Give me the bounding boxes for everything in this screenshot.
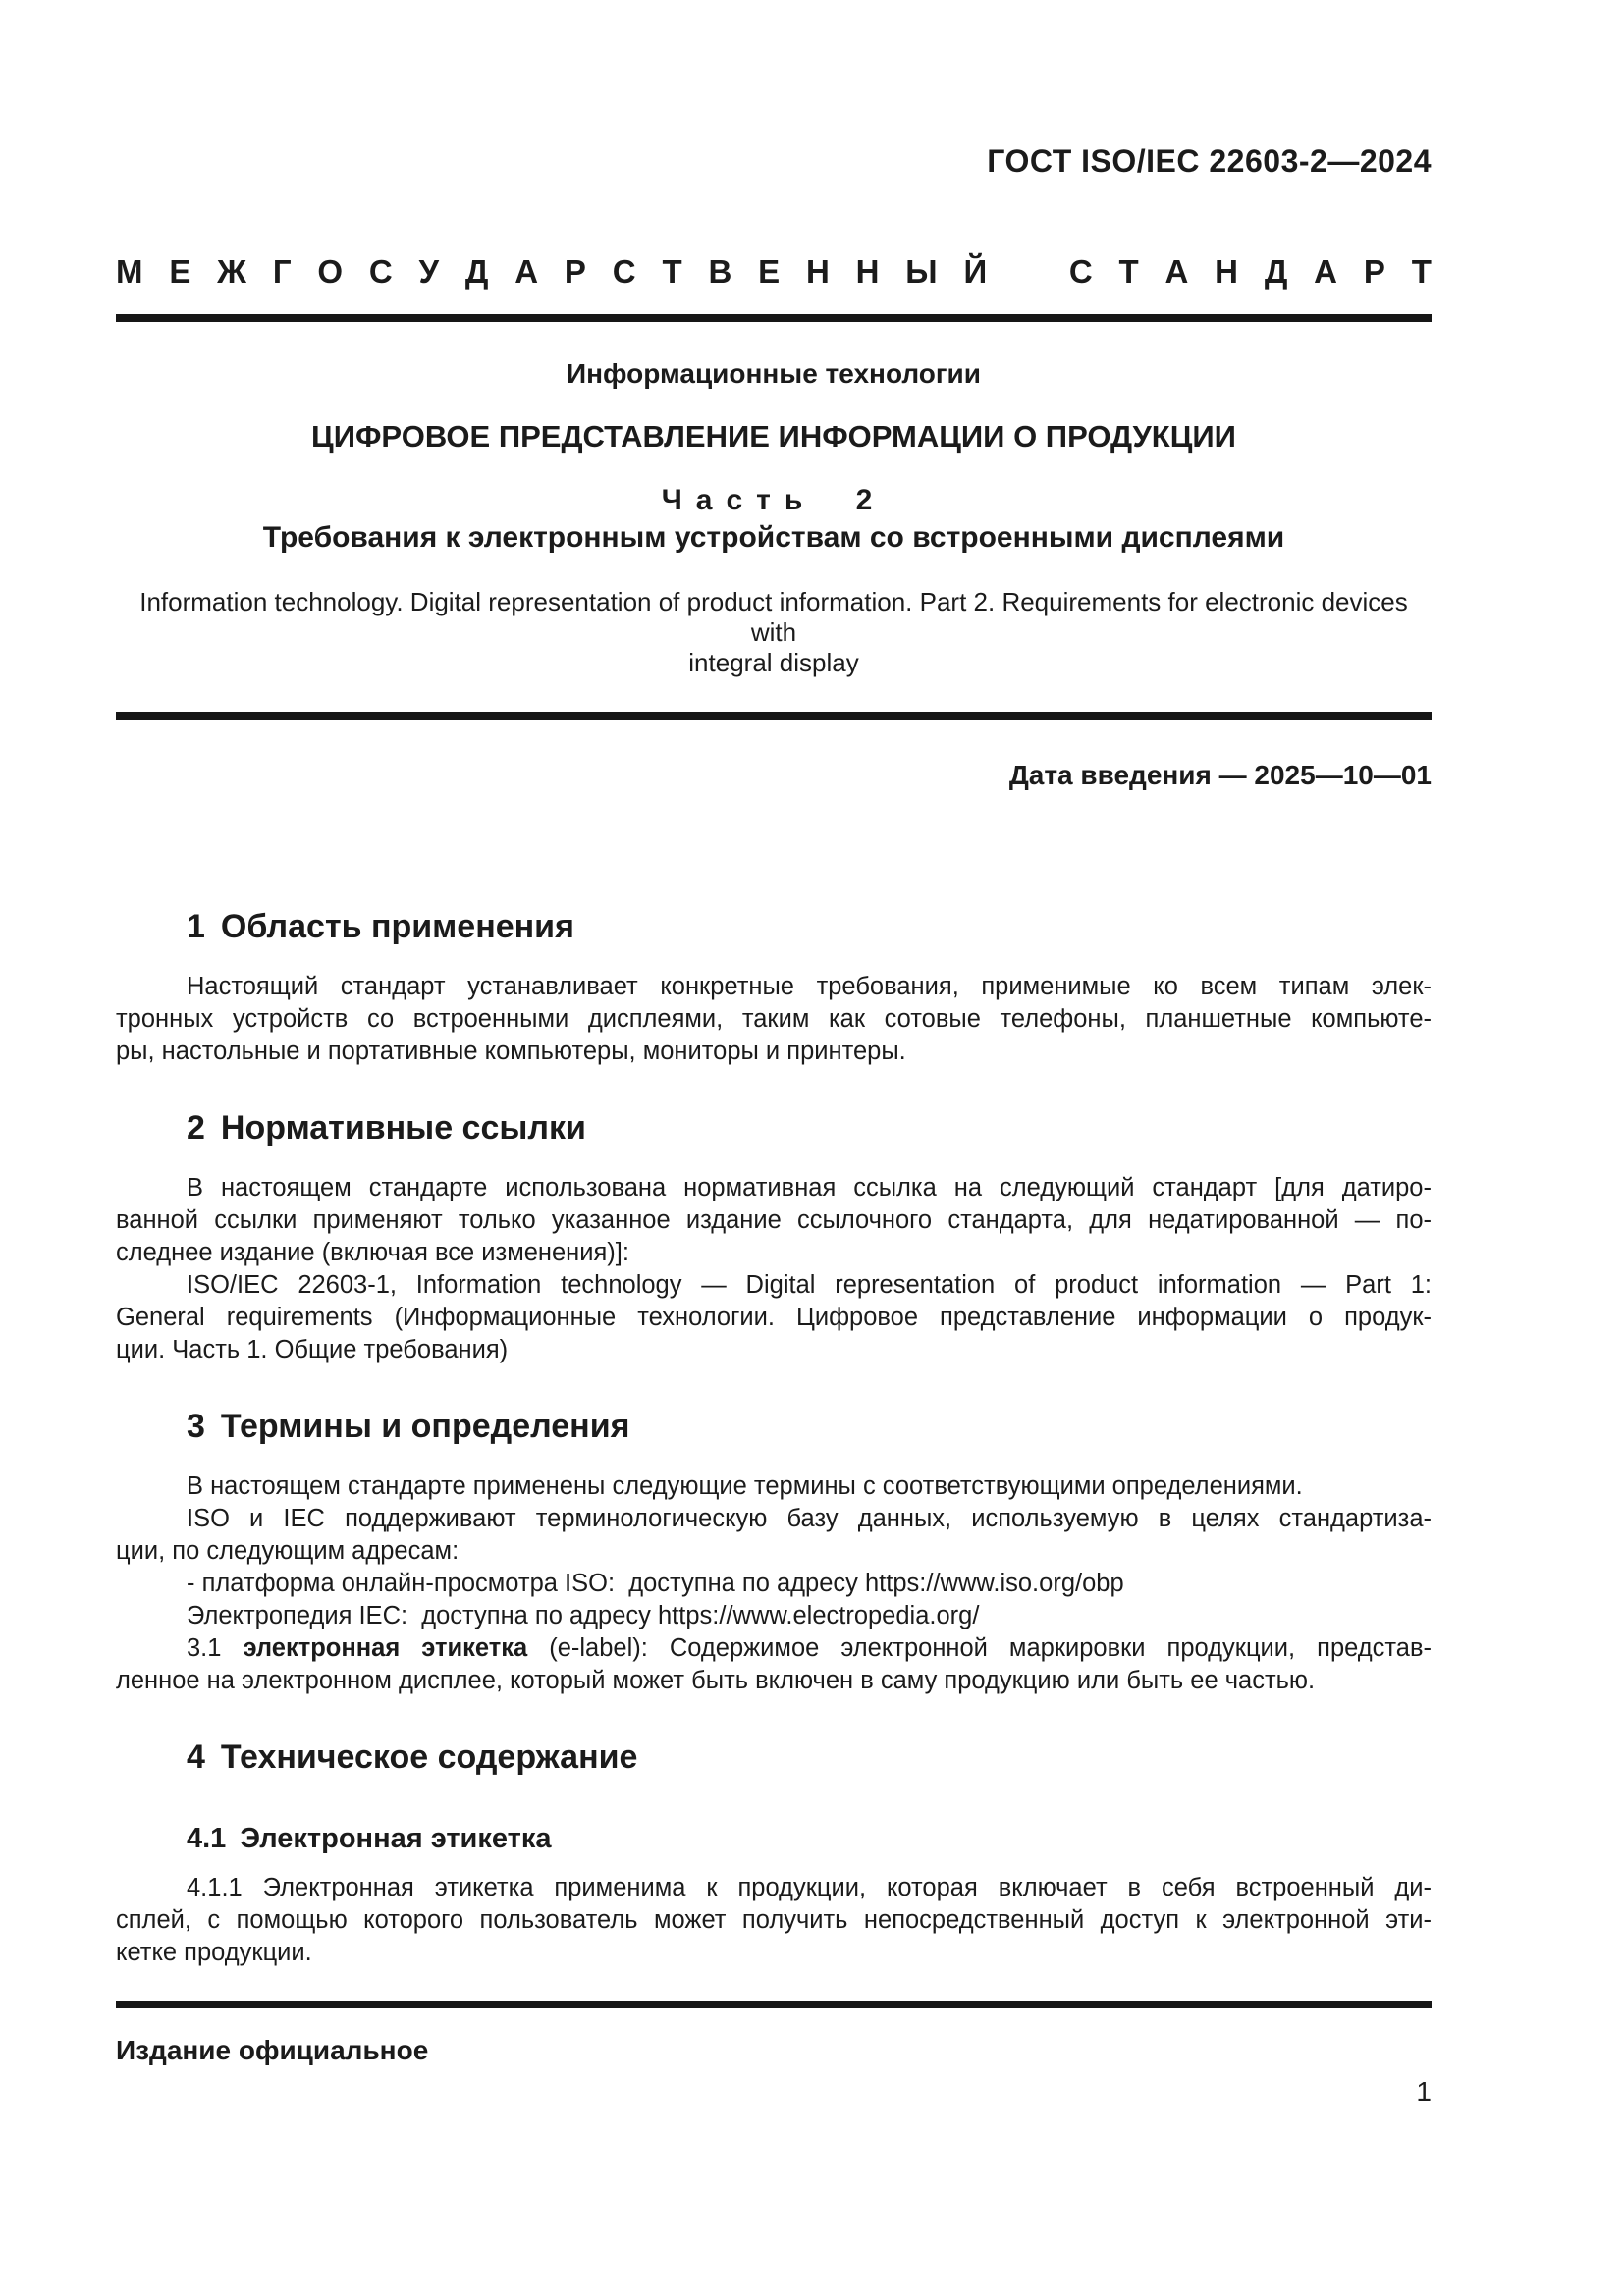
horizontal-rule-middle	[116, 712, 1432, 720]
banner-letter: Т	[1118, 253, 1139, 290]
title-english-line-1: Information technology. Digital representation of product information. Part 2. Requirements for electronic devices with	[139, 587, 1408, 647]
section-number: 3	[187, 1408, 205, 1445]
banner-letter: Е	[758, 253, 781, 290]
banner-letter: О	[317, 253, 344, 290]
banner-letter: М	[116, 253, 143, 290]
section-number: 2	[187, 1109, 205, 1147]
paragraph-line: Настоящий стандарт устанавливает конкретные требования, применимые ко всем типам элек-	[187, 973, 1432, 1000]
sections	[116, 906, 1432, 1969]
title-english-line-2: integral display	[688, 648, 859, 677]
paragraph-line	[116, 1632, 1432, 1665]
banner-letter: Т	[662, 253, 682, 290]
paragraph-line: В настоящем стандарте применены следующие термины с соответствующими определениями.	[187, 1472, 1303, 1500]
paragraph	[116, 1632, 1432, 1697]
section-title: Техническое содержание	[220, 1738, 638, 1776]
standard-type-banner	[116, 252, 1432, 292]
section-title: Область применения	[220, 908, 574, 945]
paragraph-line: ISO/IEC 22603-1, Information technology — Digital representation of product information — Part 1:	[187, 1271, 1432, 1299]
paragraph-line: ции. Часть 1. Общие требования)	[116, 1336, 509, 1363]
title-part-label: Часть 2	[661, 484, 887, 516]
banner-letter: Н	[1215, 253, 1238, 290]
section-title: Нормативные ссылки	[220, 1109, 586, 1147]
paragraph-line: ры, настольные и портативные компьютеры, мониторы и принтеры.	[116, 1038, 906, 1065]
banner-letter: Г	[272, 253, 292, 290]
title-part: Требования к электронным устройствам со встроенными дисплеями	[262, 521, 1285, 554]
paragraph	[116, 1269, 1432, 1366]
subsection-heading	[116, 1821, 1432, 1856]
banner-letter: В	[708, 253, 732, 290]
paragraph-line: ISO и IEC поддерживают терминологическую базу данных, используемую в целях стандартиза-	[187, 1505, 1432, 1532]
paragraph	[116, 1172, 1432, 1269]
paragraph	[116, 1872, 1432, 1969]
banner-letter: Р	[1363, 253, 1385, 290]
paragraph-line: следнее издание (включая все изменения)]:	[116, 1239, 629, 1266]
section	[116, 1107, 1432, 1366]
banner-letter: Д	[464, 253, 489, 290]
section-title: Термины и определения	[220, 1408, 630, 1445]
section-heading	[116, 1406, 1432, 1447]
banner-letter: Д	[1264, 253, 1288, 290]
banner-word-space	[1013, 252, 1043, 292]
horizontal-rule-bottom	[116, 2001, 1432, 2008]
paragraph-line: кетке продукции.	[116, 1939, 312, 1966]
page-content	[116, 0, 1432, 1969]
title-english	[116, 587, 1432, 678]
banner-letter: Ы	[905, 253, 938, 290]
banner-letter: Т	[1411, 253, 1432, 290]
banner-letter: Н	[805, 253, 830, 290]
paragraph	[116, 1600, 1432, 1632]
banner-letter: Н	[855, 253, 880, 290]
banner-letter: А	[1314, 253, 1338, 290]
banner-letter: А	[514, 253, 539, 290]
paragraph-line: Электропедия IEC: доступна по адресу https://www.electropedia.org/	[187, 1602, 980, 1629]
paragraph-line: ванной ссылки применяют только указанное издание ссылочного стандарта, для недатированной — по-	[116, 1206, 1432, 1234]
subsection-title: Электронная этикетка	[240, 1823, 552, 1854]
section-heading	[116, 1736, 1432, 1778]
text-segment: 3.1	[187, 1634, 244, 1662]
edition-note: Издание официальное	[116, 2035, 429, 2065]
banner-letter: У	[418, 253, 440, 290]
banner-letter: А	[1164, 253, 1189, 290]
section	[116, 1406, 1432, 1697]
section-heading	[116, 906, 1432, 947]
paragraph-line: ции, по следующим адресам:	[116, 1537, 460, 1565]
banner-letter: Й	[963, 253, 988, 290]
page-number: 1	[1416, 2076, 1432, 2107]
paragraph-line: - платформа онлайн-просмотра ISO: доступна по адресу https://www.iso.org/obp	[187, 1570, 1124, 1597]
paragraph-line: тронных устройств со встроенными дисплеями, таким как сотовые телефоны, планшетные компьюте-	[116, 1005, 1432, 1033]
subsection-number: 4.1	[187, 1823, 227, 1854]
paragraph-line: сплей, с помощью которого пользователь может получить непосредственный доступ к электронной эти-	[116, 1906, 1432, 1934]
paragraph	[116, 1568, 1432, 1600]
paragraph	[116, 1470, 1432, 1503]
standard-code: ГОСТ ISO/IEC 22603-2—2024	[987, 143, 1432, 179]
section-heading	[116, 1107, 1432, 1148]
page-footer	[116, 2001, 1432, 2109]
effective-date: Дата введения — 2025—10—01	[1008, 760, 1432, 790]
paragraph-line: ленное на электронном дисплее, который может быть включен в саму продукцию или быть ее частью.	[116, 1667, 1316, 1694]
section-number: 1	[187, 908, 205, 945]
banner-letter: Е	[169, 253, 191, 290]
horizontal-rule-top	[116, 314, 1432, 322]
paragraph	[116, 971, 1432, 1068]
paragraph-line: В настоящем стандарте использована нормативная ссылка на следующий стандарт [для датиро-	[187, 1174, 1432, 1201]
title-subject: Информационные технологии	[567, 358, 981, 389]
banner-letter: С	[1068, 253, 1093, 290]
term-bold: электронная этикетка	[243, 1634, 528, 1662]
banner-letter: С	[368, 253, 393, 290]
paragraph-line: 4.1.1 Электронная этикетка применима к продукции, которая включает в себя встроенный ди-	[187, 1874, 1432, 1901]
banner-letter: Р	[564, 253, 586, 290]
title-main: ЦИФРОВОЕ ПРЕДСТАВЛЕНИЕ ИНФОРМАЦИИ О ПРОДУКЦИИ	[311, 419, 1236, 454]
paragraph-line: General requirements (Информационные технологии. Цифровое представление информации о продук-	[116, 1304, 1432, 1331]
paragraph	[116, 1503, 1432, 1568]
section	[116, 1736, 1432, 1969]
banner-letter: С	[612, 253, 636, 290]
section-number: 4	[187, 1738, 205, 1776]
text-segment: (e-label): Содержимое электронной маркировки продукции, представ-	[527, 1634, 1432, 1662]
section	[116, 906, 1432, 1068]
banner-letter: Ж	[217, 253, 246, 290]
